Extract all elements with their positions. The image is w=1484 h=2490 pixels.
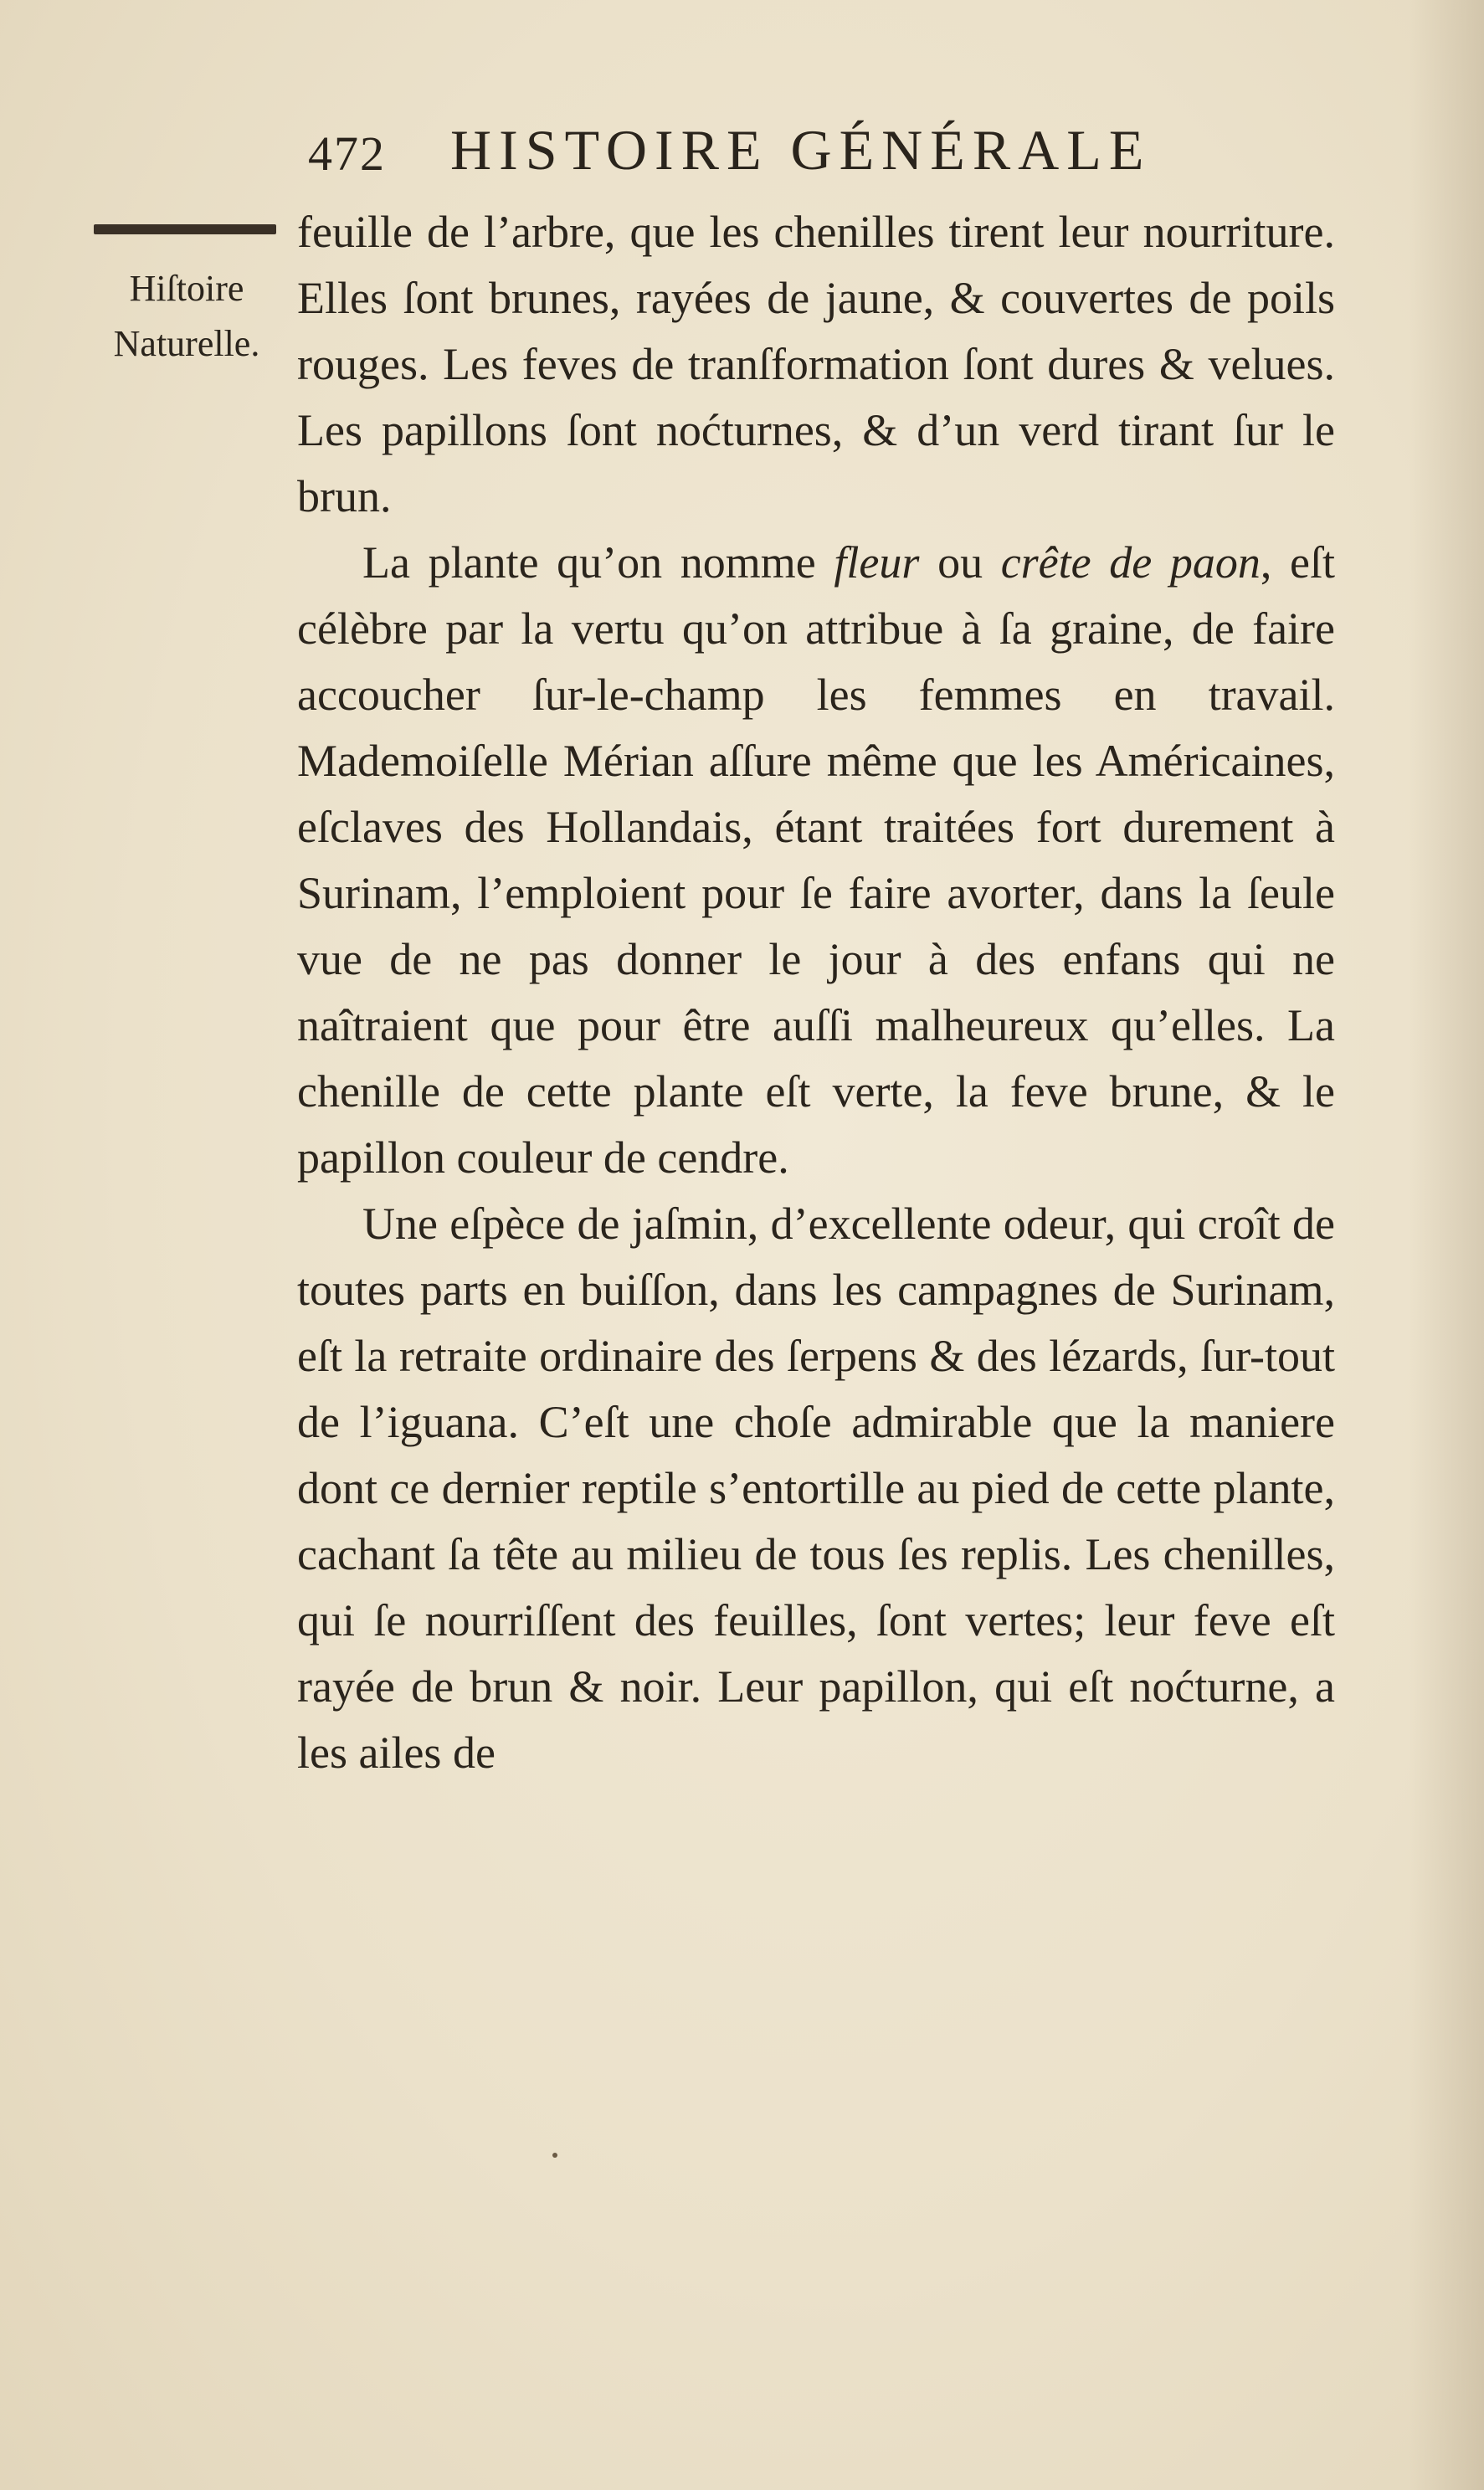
paragraph-2-text-b: ou: [919, 537, 1001, 588]
ink-speck: [552, 2153, 557, 2158]
running-title: HISTOIRE GÉNÉRALE: [450, 118, 1152, 182]
body-text: [297, 199, 1335, 1786]
paragraph-2-text-a: La plante qu’on nomme: [362, 537, 834, 588]
margin-note-line-1: Hiſtoire: [129, 268, 244, 309]
paragraph-2-text-c: , eſt célèbre par la vertu qu’on attribue à ſa graine, de faire accoucher ſur-le-champ les femmes en travail. Mademoiſelle Mérian aſſure même que les Américaines, eſclaves des Hollandais, étant traitées fort durement à Surinam, l’emploient pour ſe faire avorter, dans la ſeule vue de ne pas donner le jour à des enfans qui ne naîtraient que pour être auſſi malheureux qu’elles. La chenille de cette plante eſt verte, la feve brune, & le papillon couleur de cendre.: [297, 537, 1335, 1183]
paragraph-2-italic-fleur: fleur: [834, 537, 920, 588]
margin-note: [74, 261, 300, 372]
margin-note-line-2: Naturelle.: [113, 323, 260, 364]
paragraph-3: Une eſpèce de jaſmin, d’excellente odeur, qui croît de toutes parts en buiſſon, dans les campagnes de Surinam, eſt la retraite ordinaire des ſerpens & des lézards, ſur-tout de l’iguana. C’eſt une choſe admirable que la maniere dont ce dernier reptile s’entortille au pied de cette plante, cachant ſa tête au milieu de tous ſes replis. Les chenilles, qui ſe nourriſſent des feuilles, ſont vertes; leur feve eſt rayée de brun & noir. Leur papillon, qui eſt noćturne, a les ailes de: [297, 1199, 1335, 1778]
margin-rule: [94, 224, 276, 234]
page-edge-shadow: [1409, 0, 1484, 2490]
page-header: [308, 117, 1346, 193]
paragraph-1: feuille de l’arbre, que les chenilles tirent leur nourriture. Elles ſont brunes, rayées de jaune, & couvertes de poils rouges. Les feves de tranſformation ſont dures & velues. Les papillons ſont noćturnes, & d’un verd tirant ſur le brun.: [297, 207, 1335, 521]
paragraph-2-italic-crete: crête de paon: [1000, 537, 1261, 588]
paragraph-2: [297, 530, 1335, 1191]
page-number: 472: [308, 126, 386, 181]
